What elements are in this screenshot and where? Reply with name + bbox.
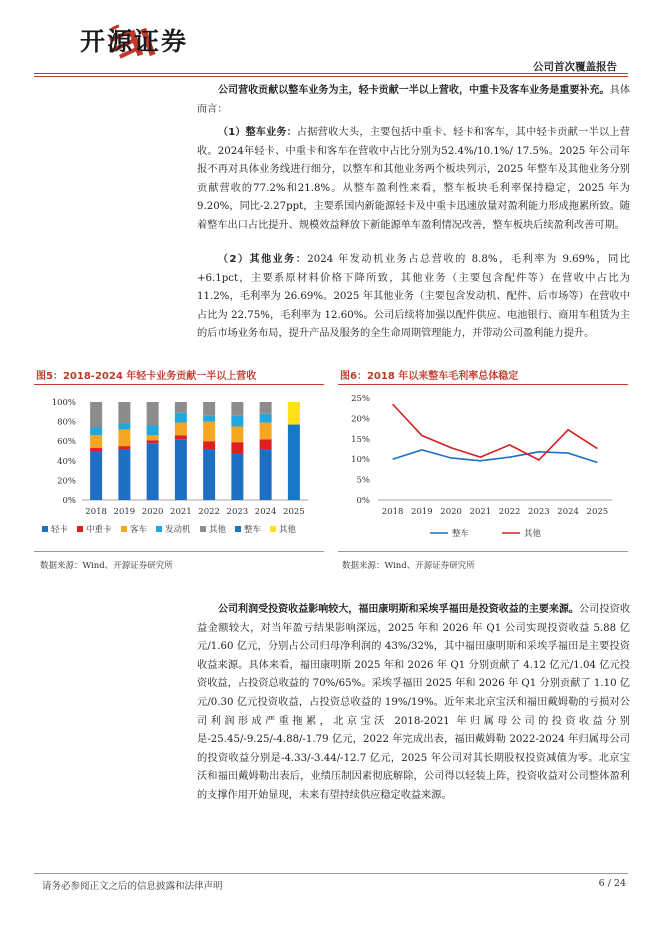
page-number: 6 / 24	[598, 878, 626, 889]
y-tick-label: 60%	[57, 437, 76, 448]
paragraph-lead: 公司利润受投资收益影响较大，福田康明斯和采埃孚福田是投资收益的主要来源。	[218, 604, 579, 615]
bar-segment	[288, 425, 300, 500]
x-tick-label: 2025	[586, 507, 609, 517]
x-tick-label: 2020	[440, 507, 462, 517]
revenue-mix-chart	[34, 390, 324, 548]
paragraph-lead: 公司营收贡献以整车业务为主，轻卡贡献一半以上营收，中重卡及客车业务是重要补充。	[218, 85, 610, 96]
paragraph-lead: （2）其他业务：	[218, 254, 308, 265]
bar-segment	[203, 416, 215, 422]
y-tick-label: 40%	[57, 456, 76, 467]
legend-label: 整车	[244, 525, 262, 535]
header-rule-thin	[34, 76, 628, 77]
legend-label: 轻卡	[51, 525, 69, 535]
legend-swatch	[200, 526, 206, 532]
paragraph-revenue-overview	[197, 82, 630, 119]
bar-segment	[175, 439, 187, 500]
bar-segment	[203, 449, 215, 500]
bar-segment	[147, 435, 159, 440]
figure-5-source: 数据来源：Wind、开源证券研究所	[40, 561, 173, 571]
bar-segment	[147, 440, 159, 443]
bar-segment	[288, 402, 300, 425]
legend-swatch	[42, 526, 48, 532]
x-tick-label: 2025	[283, 507, 305, 517]
bar-segment	[203, 402, 215, 416]
series-line	[393, 404, 598, 460]
y-tick-label: 5%	[356, 475, 370, 486]
legend-label: 客车	[130, 525, 148, 535]
bar-segment	[118, 446, 130, 449]
y-tick-label: 0%	[62, 496, 76, 506]
paragraph-body: 2024 年发动机业务占总营收的 8.8%，毛利率为 9.69%，同比+6.1pct，主要系原材料价格下降所致，其他业务（主要包含配件等）在营收中占比为 11.2%，毛利率为 26.69%。2025 年其他业务（主要包含发动机、配件、后市场等）在营收中占比为 22.75%，毛利率为 12.60%。公司后续将加强以配件供应、电池银行、商用车租赁为主的后市场业务布局，提升产品及服务的全生命周期管理能力，并带动公司盈利能力提升。	[197, 254, 630, 340]
figure-5-title: 图5：2018-2024 年轻卡业务贡献一半以上营收	[36, 371, 257, 382]
paragraph-body: 占据营收大头，主要包括中重卡、轻卡和客车，其中轻卡贡献一半以上营收。2024年轻卡、中重卡和客车在营收中占比分别为52.4%/10.1%/ 17.5%。2025 年公司年报不再对具体业务线进行细分，以整车和其他业务两个板块列示，2025 年整车及其他业务分别贡献营收的77.2%和21.8%。从整车盈利性来看，整车板块毛利率保持稳定，2025 年为 9.20%，同比-2.27ppt，主要系国内新能源轻卡及中重卡迅速放量对盈利能力形成拖累所致。随着整车出口占比提升、规模效益释放下新能源单车盈利情况改善，整车板块后续盈利改善可期。	[197, 127, 630, 231]
y-tick-label: 20%	[57, 476, 76, 487]
legend-swatch	[121, 526, 127, 532]
figure-6-title: 图6：2018 年以来整车毛利率总体稳定	[340, 371, 519, 382]
figure-5-rule	[34, 384, 324, 385]
bar-segment	[175, 413, 187, 423]
bar-segment	[147, 426, 159, 436]
x-tick-label: 2022	[498, 507, 521, 517]
paragraph-other-business	[197, 251, 630, 344]
figure-6-source: 数据来源：Wind、开源证券研究所	[342, 561, 475, 571]
x-tick-label: 2021	[469, 507, 492, 517]
bar-segment	[260, 439, 272, 449]
x-tick-label: 2020	[141, 507, 164, 517]
paragraph-lead: （1）整车业务：	[218, 127, 297, 138]
bar-segment	[147, 443, 159, 500]
bar-segment	[203, 422, 215, 442]
bar-segment	[231, 454, 243, 500]
bar-segment	[231, 402, 243, 416]
x-tick-label: 2023	[226, 507, 249, 517]
x-tick-label: 2018	[85, 507, 107, 517]
bar-segment	[147, 402, 159, 426]
legend-label: 其他	[524, 529, 542, 539]
legend-swatch	[77, 526, 83, 532]
brand-name: 开源证券	[80, 27, 189, 56]
bar-segment	[118, 424, 130, 430]
legend-label: 其他	[209, 525, 227, 535]
y-tick-label: 10%	[351, 455, 370, 466]
legend-label: 发动机	[165, 525, 191, 535]
bar-segment	[175, 402, 187, 413]
bar-segment	[118, 429, 130, 446]
paragraph-body: 具体而言：	[197, 85, 631, 115]
y-tick-label: 100%	[51, 398, 76, 408]
legend-label: 中重卡	[86, 525, 112, 535]
figure-6-bottom-rule	[338, 551, 628, 552]
x-tick-label: 2022	[198, 507, 220, 517]
x-tick-label: 2018	[381, 507, 404, 517]
bar-segment	[90, 402, 102, 427]
bar-segment	[90, 435, 102, 448]
bar-segment	[260, 414, 272, 423]
x-tick-label: 2019	[113, 507, 136, 517]
bar-segment	[118, 449, 130, 500]
footer-disclaimer: 请务必参阅正文之后的信息披露和法律声明	[42, 881, 223, 892]
x-tick-label: 2021	[170, 507, 192, 517]
bar-segment	[90, 448, 102, 451]
y-tick-label: 15%	[351, 434, 370, 445]
y-tick-label: 80%	[57, 417, 76, 428]
bar-segment	[260, 402, 272, 414]
y-tick-label: 0%	[356, 496, 370, 506]
x-tick-label: 2024	[254, 507, 277, 517]
gross-margin-chart	[338, 390, 628, 548]
figure-6-rule	[338, 384, 628, 385]
report-type: 公司首次覆盖报告	[533, 61, 617, 73]
paragraph-body: 公司投资收益金额较大，对当年盈亏结果影响深远，2025 年和 2026 年 Q1 公司实现投资收益 5.88 亿元/1.60 亿元，分别占公司归母净利润的 43%/32%，其中福田康明斯和采埃孚福田是主要投资收益来源。具体来看，福田康明斯 2025 年和 2026 年 Q1 分别贡献了 4.12 亿元/1.04 亿元投资收益，占投资总收益的 70%/65%。采埃孚福田 2025 年和 2026 年 Q1 分别贡献了 1.10 亿元/0.30 亿元投资收益，占投资总收益的 19%/19%。近年来北京宝沃和福田戴姆勒的亏损对公司利润形成严重拖累，北京宝沃 2018-2021 年归属母公司的投资收益分别是-25.45/-9.25/-4.88/-1.79 亿元，2022 年完成出表，福田戴姆勒 2022-2024 年归属母公司的投资收益分别是-4.33/-3.44/-12.7 亿元，2025 年公司对其长期股权投资减值为零。北京宝沃和福田戴姆勒出表后，业绩压制因素彻底解除，公司得以轻装上阵，投资收益对公司整体盈利的支撑作用开始显现，未来有望持续供应稳定收益来源。	[197, 604, 631, 801]
bar-segment	[260, 449, 272, 500]
bar-segment	[118, 402, 130, 424]
bar-segment	[231, 427, 243, 443]
legend-swatch	[235, 526, 241, 532]
x-tick-label: 2023	[528, 507, 550, 517]
y-tick-label: 20%	[351, 414, 370, 425]
bar-segment	[260, 423, 272, 440]
bar-segment	[175, 435, 187, 439]
bar-segment	[203, 441, 215, 449]
legend-swatch	[156, 526, 162, 532]
header-rule	[34, 73, 628, 74]
y-tick-label: 25%	[351, 394, 370, 404]
legend-label: 整车	[452, 529, 470, 539]
bar-segment	[90, 451, 102, 500]
legend-swatch	[270, 526, 276, 532]
footer-rule	[34, 873, 628, 874]
paragraph-investment-income	[197, 601, 630, 806]
bar-segment	[90, 427, 102, 435]
legend-label: 其他	[279, 525, 297, 535]
paragraph-vehicle-business	[197, 124, 630, 236]
x-tick-label: 2024	[557, 507, 579, 517]
bar-segment	[231, 442, 243, 454]
bar-segment	[175, 423, 187, 436]
bar-segment	[231, 416, 243, 427]
figure-5-bottom-rule	[34, 551, 324, 552]
x-tick-label: 2019	[411, 507, 433, 517]
